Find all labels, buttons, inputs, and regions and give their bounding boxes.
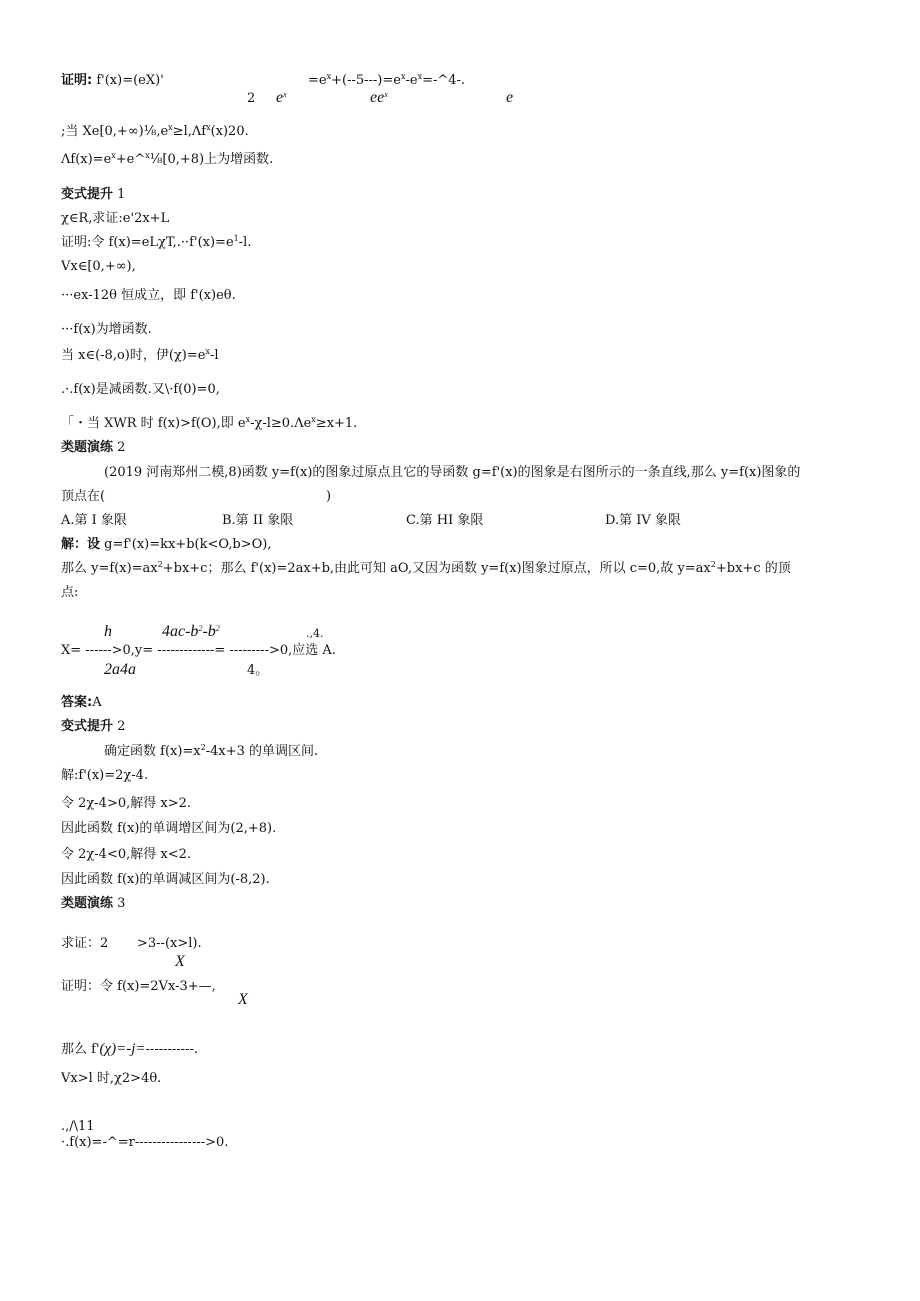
line-28: .,/\11: [61, 1119, 95, 1134]
section-heading-exercise-3: [61, 897, 125, 910]
line-10: 当 x∈(-8,o)时，伊$(\chi)=e^x-l$: [61, 347, 219, 363]
line-22: 令 2χ-4<0,解得 x<2.: [61, 847, 192, 862]
fraction-main-line: X= ------>0,y= -------------= --------->0,应选 A.: [61, 643, 336, 658]
heading-label: 类题演练: [61, 896, 114, 911]
heading-number: 2: [117, 440, 126, 455]
line-3: ;当 $Xe[0,+\infty)\frac{1}{8},e^x\ge l,\Lambda f^x(x)20$.: [61, 123, 249, 139]
line-4: $\Lambda f(x)=e^x+e\^{}^x\frac{1}{8}[0,+8)$上为增函数.: [61, 151, 274, 167]
line-8: ···ex-12θ 恒成立，即 f'(x)eθ.: [61, 288, 236, 303]
fraction-numerator-h: h: [104, 623, 112, 640]
heading-label: 变式提升: [61, 719, 114, 734]
fraction-denominator-1: 2a4a: [104, 661, 136, 678]
section-heading-variant-2: [61, 720, 125, 733]
line-21: 因此函数 f(x)的单调增区间为(2,+8).: [61, 821, 277, 836]
proof-line-1-right: $=e^x+(--5---)=e^x-e^x=-\^{}4-$.: [308, 72, 466, 88]
solution-line-1: [61, 538, 272, 551]
derivative-dashes: -----------.: [145, 1042, 198, 1057]
line-11: .·.f(x)是减函数.又\·f(0)=0,: [61, 382, 220, 397]
heading-label: 变式提升: [61, 187, 114, 202]
prove-line-x: X: [175, 953, 185, 970]
line-29: ·.f(x)=-^=r---------------->0.: [61, 1135, 229, 1150]
problem-vertex-close: ): [326, 489, 332, 504]
line-23: 因此函数 f(x)的单调减区间为(-8,2).: [61, 872, 270, 887]
line-19: 解:f'(x)=2χ-4.: [61, 768, 149, 783]
line-27: Vx>l 时,χ2>4θ.: [61, 1071, 162, 1086]
line-18: 确定函数 $f(x)=x^2-4x+3$ 的单调区间.: [104, 743, 319, 759]
prove-line-right: >3--(x>l).: [137, 936, 202, 951]
derivative-expr: (χ)=-j=: [99, 1041, 146, 1057]
denominator-e: e: [506, 89, 514, 106]
line-12: 「・当 XWR 时 f(x)>f(O),即 $e^x-\chi-l\ge 0.\Lambda e^x\ge x+1$.: [61, 415, 358, 431]
proof-label: 证明:: [61, 73, 93, 88]
option-d: D.第 IV 象限: [605, 513, 681, 528]
answer-value: A: [92, 695, 102, 710]
option-a: A.第 I 象限: [61, 513, 127, 528]
option-c: C.第 HI 象限: [406, 513, 484, 528]
fraction-side-note: .,4.: [306, 627, 324, 640]
prove-line: 求证：2: [61, 936, 109, 951]
section-heading-variant-1: [61, 188, 125, 201]
derivative-line: [61, 1042, 198, 1057]
heading-label: 类题演练: [61, 440, 114, 455]
line-5: χ∈R,求证:e'2x+L: [61, 211, 170, 226]
proof-line-1-text: f'(x)=(eX)': [96, 73, 164, 88]
fraction-denominator-2: 4。: [247, 663, 269, 678]
heading-number: 1: [117, 187, 126, 202]
line-7: Vx∈[0,+∞),: [61, 259, 136, 274]
denominator-2: 2: [247, 91, 256, 106]
line-9: ···f(x)为增函数.: [61, 322, 152, 337]
heading-number: 2: [117, 719, 126, 734]
line-20: 令 2χ-4>0,解得 x>2.: [61, 796, 192, 811]
proof-define-x: X: [238, 991, 248, 1008]
proof-line-1: [61, 74, 164, 87]
section-heading-exercise-2: [61, 441, 125, 454]
solution-line-2: 那么 $y=f(x)=ax^2+bx+c$；那么 f'(x)=2ax+b,由此可知 aO,又因为函数 y=f(x)图象过原点，所以 c=0,故 $y=ax^2+bx+c$ 的顶: [61, 560, 791, 576]
denominator-eex: $ee^x$: [370, 89, 388, 106]
problem-statement: (2019 河南郑州二模,8)函数 y=f(x)的图象过原点且它的导函数 g=f'(x)的图象是右图所示的一条直线,那么 y=f(x)图象的: [104, 465, 801, 480]
solution-text: g=f'(x)=kx+b(k<O,b>O),: [104, 537, 272, 552]
answer-line: [61, 696, 102, 709]
solution-line-3: 点:: [61, 585, 79, 600]
answer-label: 答案:: [61, 695, 93, 710]
solution-label: 解：设: [61, 537, 101, 552]
heading-number: 3: [117, 896, 126, 911]
problem-vertex-in: 顶点在(: [61, 489, 106, 504]
line-6: 证明:令 $f(x)=eL\chi T,.\cdot\cdot f'(x)=e^1-l$.: [61, 234, 252, 250]
fraction-numerator-main: $4ac-b^2-b^2$: [162, 623, 220, 640]
proof-define-line: 证明：令 f(x)=2Vx-3+—,: [61, 979, 216, 994]
denominator-ex: $e^x$: [276, 89, 287, 106]
option-b: B.第 II 象限: [222, 513, 294, 528]
derivative-prefix: 那么 f': [61, 1042, 100, 1057]
